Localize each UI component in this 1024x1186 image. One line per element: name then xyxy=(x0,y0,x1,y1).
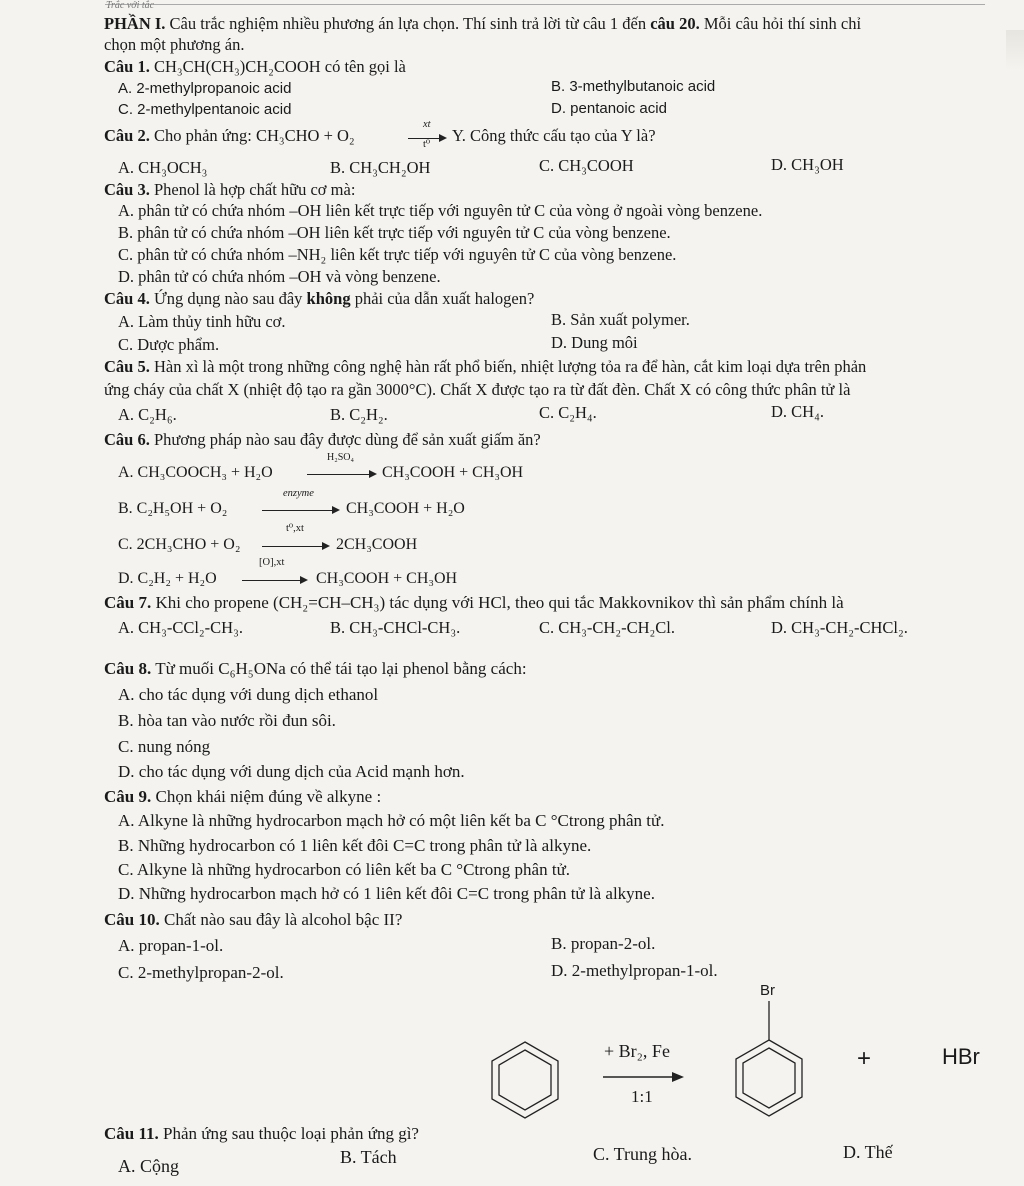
q10-option-b[interactable]: B. propan-2-ol. xyxy=(551,934,656,953)
q2-question-tail: Y. Công thức cấu tạo của Y là? xyxy=(452,126,656,145)
q1-option-a[interactable]: A. 2-methylpropanoic acid xyxy=(118,80,292,97)
question-5-line1: Câu 5. Hàn xì là một trong những công nghệ hàn rất phổ biến, nhiệt lượng tỏa ra để hàn, cắt kim loại dựa trên phản xyxy=(104,357,867,376)
reaction-reagent: + Br₂, Fe xyxy=(604,1041,670,1061)
q11-option-c[interactable]: C. Trung hòa. xyxy=(593,1144,693,1164)
q8-option-d[interactable]: D. cho tác dụng với dung dịch của Acid mạnh hơn. xyxy=(118,762,465,781)
q7-option-a[interactable]: A. CH₃-CCl₂-CH₃. xyxy=(118,618,243,637)
q6-option-c-reactants[interactable]: C. 2CH₃CHO + O₂ xyxy=(118,536,241,553)
q1-option-c[interactable]: C. 2-methylpentanoic acid xyxy=(118,101,292,118)
q6-option-d-reactants[interactable]: D. C₂H₂ + H₂O xyxy=(118,570,217,587)
bromobenzene-product xyxy=(736,1001,802,1116)
section-intro-line1: PHẦN I. Câu trắc nghiệm nhiều phương án lựa chọn. Thí sinh trả lời từ câu 1 đến câu 20. Mỗi câu hỏi thí sinh chỉ xyxy=(104,14,862,33)
benzene-reactant xyxy=(492,1042,558,1118)
q6-option-a-condition: H₂SO₄ xyxy=(327,452,354,463)
q6-option-c-products: 2CH₃COOH xyxy=(336,536,418,553)
q1-option-d[interactable]: D. pentanoic acid xyxy=(551,100,667,117)
q4-option-b[interactable]: B. Sản xuất polymer. xyxy=(551,310,690,329)
q6-option-c-condition: t⁰,xt xyxy=(286,523,304,534)
question-10: Câu 10. Chất nào sau đây là alcohol bậc II? xyxy=(104,910,403,929)
q2-option-d[interactable]: D. CH₃OH xyxy=(771,155,844,174)
q10-option-a[interactable]: A. propan-1-ol. xyxy=(118,936,224,955)
q3-option-c[interactable]: C. phân tử có chứa nhóm –NH₂ liên kết trực tiếp với nguyên tử C của vòng benzene. xyxy=(118,245,677,264)
q2-option-a[interactable]: A. CH₃OCH₃ xyxy=(118,158,208,177)
q6-option-d-condition: [O],xt xyxy=(259,557,285,568)
q5-option-a[interactable]: A. C₂H₆. xyxy=(118,405,177,424)
q6-option-b-products: CH₃COOH + H₂O xyxy=(346,500,465,517)
q5-option-c[interactable]: C. C₂H₄. xyxy=(539,403,597,422)
q10-option-d[interactable]: D. 2-methylpropan-1-ol. xyxy=(551,961,718,980)
q11-option-b[interactable]: B. Tách xyxy=(340,1147,397,1167)
q2-arrow-condition-bottom: t⁰ xyxy=(423,139,431,150)
reaction-arrow xyxy=(603,1072,684,1082)
q7-option-c[interactable]: C. CH₃-CH₂-CH₂Cl. xyxy=(539,618,675,637)
q2-option-b[interactable]: B. CH₃CH₂OH xyxy=(330,158,431,177)
q2-arrow-condition-top: xt xyxy=(423,119,431,130)
reaction-ratio: 1:1 xyxy=(631,1087,653,1106)
q9-option-b[interactable]: B. Những hydrocarbon có 1 liên kết đôi C=C trong phân tử là alkyne. xyxy=(118,836,592,855)
question-4: Câu 4. Ứng dụng nào sau đây không phải của dẫn xuất halogen? xyxy=(104,289,535,308)
question-2: Câu 2. Cho phản ứng: CH₃CHO + O₂ xyxy=(104,126,355,145)
q3-option-b[interactable]: B. phân tử có chứa nhóm –OH liên kết trực tiếp với nguyên tử C của vòng benzene. xyxy=(118,223,671,242)
question-5-line2: ứng cháy của chất X (nhiệt độ tạo ra gần 3000°C). Chất X được tạo ra từ đất đèn. Chất X có công thức phân tử là xyxy=(104,380,851,399)
question-7: Câu 7. Khi cho propene (CH₂=CH–CH₃) tác dụng với HCl, theo qui tắc Makkovnikov thì sản phẩm chính là xyxy=(104,593,844,612)
q9-option-c[interactable]: C. Alkyne là những hydrocarbon có liên kết ba C °Ctrong phân tử. xyxy=(118,860,571,879)
q1-option-b[interactable]: B. 3-methylbutanoic acid xyxy=(551,78,716,95)
q10-option-c[interactable]: C. 2-methylpropan-2-ol. xyxy=(118,963,284,982)
q6-option-a-reactants[interactable]: A. CH₃COOCH₃ + H₂O xyxy=(118,464,273,481)
reaction-plus: + xyxy=(857,1045,872,1072)
q4-option-a[interactable]: A. Làm thủy tinh hữu cơ. xyxy=(118,312,286,331)
question-8: Câu 8. Từ muối C₆H₅ONa có thể tái tạo lại phenol bằng cách: xyxy=(104,659,527,678)
handwritten-scribble: Trắc với tắc xyxy=(106,0,155,11)
bromine-substituent-label: Br xyxy=(760,982,775,999)
q6-option-d-products: CH₃COOH + CH₃OH xyxy=(316,570,458,587)
q4-option-c[interactable]: C. Dược phẩm. xyxy=(118,335,220,354)
q7-option-d[interactable]: D. CH₃-CH₂-CHCl₂. xyxy=(771,618,908,637)
question-9: Câu 9. Chọn khái niệm đúng về alkyne : xyxy=(104,787,382,806)
q8-option-a[interactable]: A. cho tác dụng với dung dịch ethanol xyxy=(118,685,379,704)
q11-option-a[interactable]: A. Cộng xyxy=(118,1156,180,1176)
q8-option-b[interactable]: B. hòa tan vào nước rồi đun sôi. xyxy=(118,711,336,730)
question-11: Câu 11. Phản ứng sau thuộc loại phản ứng gì? xyxy=(104,1124,419,1143)
q4-option-d[interactable]: D. Dung môi xyxy=(551,333,638,352)
q3-option-a[interactable]: A. phân tử có chứa nhóm –OH liên kết trực tiếp với nguyên tử C của vòng ở ngoài vòng benzene. xyxy=(118,201,763,220)
q9-option-d[interactable]: D. Những hydrocarbon mạch hở có 1 liên kết đôi C=C trong phân tử là alkyne. xyxy=(118,884,655,903)
section-intro-line2: chọn một phương án. xyxy=(104,35,245,54)
q2-option-c[interactable]: C. CH₃COOH xyxy=(539,156,634,175)
q6-option-b-reactants[interactable]: B. C₂H₅OH + O₂ xyxy=(118,500,228,517)
q5-option-b[interactable]: B. C₂H₂. xyxy=(330,405,388,424)
hbr-product: HBr xyxy=(942,1044,980,1069)
q8-option-c[interactable]: C. nung nóng xyxy=(118,737,211,756)
question-3: Câu 3. Phenol là hợp chất hữu cơ mà: xyxy=(104,180,356,199)
q7-option-b[interactable]: B. CH₃-CHCl-CH₃. xyxy=(330,618,461,637)
q5-option-d[interactable]: D. CH₄. xyxy=(771,402,824,421)
question-1: Câu 1. CH₃CH(CH₃)CH₂COOH có tên gọi là xyxy=(104,57,406,76)
q6-option-b-condition: enzyme xyxy=(283,488,314,499)
q3-option-d[interactable]: D. phân tử có chứa nhóm –OH và vòng benzene. xyxy=(118,267,441,286)
question-6: Câu 6. Phương pháp nào sau đây được dùng để sản xuất giấm ăn? xyxy=(104,430,541,449)
q9-option-a[interactable]: A. Alkyne là những hydrocarbon mạch hở có một liên kết ba C °Ctrong phân tử. xyxy=(118,811,665,830)
q11-option-d[interactable]: D. Thế xyxy=(843,1142,893,1162)
q6-option-a-products: CH₃COOH + CH₃OH xyxy=(382,464,524,481)
